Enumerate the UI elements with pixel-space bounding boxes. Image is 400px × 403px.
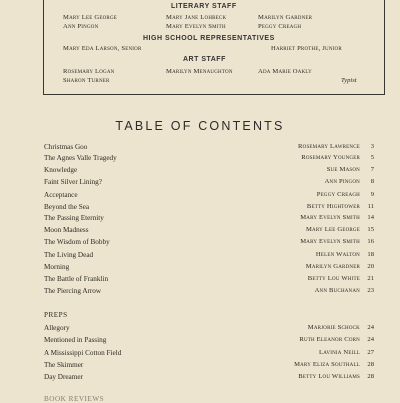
staff-name: Ann Pingon: [63, 23, 99, 30]
entry-author: Marilyn Gardner: [305, 263, 360, 270]
literary-staff-heading: LITERARY STAFF: [171, 3, 237, 10]
entry-title: Moon Madness: [44, 226, 89, 234]
toc-entry: [44, 191, 374, 203]
toc-title: [0, 119, 400, 133]
entry-author: Helen Walton: [315, 251, 360, 258]
staff-name: Marilyn Menaughton: [166, 68, 233, 75]
art-staff-heading: ART STAFF: [183, 56, 226, 63]
entry-page: 28: [367, 373, 374, 380]
entry-title: Allegory: [44, 324, 70, 332]
entry-title: Beyond the Sea: [44, 203, 90, 211]
entry-page: 21: [367, 275, 374, 282]
entry-title: The Wisdom of Bobby: [44, 238, 110, 246]
entry-page: 8: [370, 178, 374, 185]
entry-title: Acceptance: [44, 191, 78, 199]
entry-author: Betty Lou Williams: [298, 373, 360, 380]
entry-title: The Living Dead: [44, 251, 94, 259]
entry-page: 15: [367, 226, 374, 233]
typist-label: Typist: [341, 77, 357, 84]
toc-entry: [44, 349, 374, 361]
preps-heading: PREPS: [44, 311, 68, 319]
entry-title: The Battle of Franklin: [44, 275, 109, 283]
staff-name: Ada Marie Oakly: [258, 68, 312, 75]
entry-author: Mary Eliza Southall: [294, 361, 360, 368]
entry-author: Rosemary Younger: [301, 154, 360, 161]
entry-page: 7: [370, 166, 374, 173]
entry-author: Mary Evelyn Smith: [300, 214, 360, 221]
entry-author: Ruth Eleanor Corn: [299, 336, 360, 343]
staff-name: Mary Eda Larson, Senior: [63, 45, 142, 52]
entry-page: 28: [367, 361, 374, 368]
entry-page: 20: [367, 263, 374, 270]
entry-page: 27: [367, 349, 374, 356]
toc-entry: [44, 336, 374, 348]
entry-author: Rosemary Lawrence: [298, 143, 360, 150]
toc-entry: [44, 324, 374, 336]
entry-page: 9: [370, 191, 374, 198]
toc-entry: [44, 166, 374, 178]
entry-author: Lavinia Neill: [319, 349, 360, 356]
entry-author: Peggy Creagh: [316, 191, 360, 198]
entry-author: Betty Lou White: [307, 275, 360, 282]
staff-name: Mary Evelyn Smith: [166, 23, 226, 30]
toc-entry: [44, 263, 374, 275]
entry-title: Christmas Goo: [44, 143, 88, 151]
entry-title: Day Dreamer: [44, 373, 83, 381]
entry-author: Mary Evelyn Smith: [300, 238, 360, 245]
toc-entry: [44, 214, 374, 226]
entry-page: 18: [367, 251, 374, 258]
toc-entry: [44, 361, 374, 373]
hs-reps-heading: HIGH SCHOOL REPRESENTATIVES: [143, 35, 275, 42]
entry-title: The Passing Eternity: [44, 214, 104, 222]
entry-author: Sue Mason: [326, 166, 360, 173]
entry-title: Faint Silver Lining?: [44, 178, 102, 186]
entry-title: Morning: [44, 263, 70, 271]
toc-entry: [44, 226, 374, 238]
staff-name: Mary Jane Lohbeck: [166, 14, 227, 21]
toc-entry: [44, 373, 374, 385]
entry-title: The Agnes Valle Tragedy: [44, 154, 117, 162]
toc-entry: [44, 287, 374, 299]
staff-name: Mary Lee George: [63, 14, 118, 21]
toc-entry: [44, 178, 374, 190]
staff-name: Marilyn Gardner: [258, 14, 313, 21]
entry-author: Marjorie Schock: [307, 324, 360, 331]
entry-page: 14: [367, 214, 374, 221]
toc-title-text: TABLE OF CONTENTS: [115, 119, 285, 133]
entry-title: Knowledge: [44, 166, 78, 174]
entry-page: 3: [370, 143, 374, 150]
book-reviews-heading: BOOK REVIEWS: [44, 395, 105, 403]
entry-title: Mentioned in Passing: [44, 336, 107, 344]
entry-title: The Skimmer: [44, 361, 84, 369]
entry-author: Ann Pingon: [324, 178, 360, 185]
toc-entry: [44, 251, 374, 263]
entry-page: 24: [367, 336, 374, 343]
toc-entry: [44, 238, 374, 250]
entry-author: Betty Hightower: [306, 203, 360, 210]
toc-entry: [44, 275, 374, 287]
entry-page: 16: [367, 238, 374, 245]
staff-name: Rosemary Logan: [63, 68, 115, 75]
staff-name: Harriet Prothe, Junior: [271, 45, 342, 52]
entry-page: 24: [367, 324, 374, 331]
staff-name: Sharon Turner: [63, 77, 110, 84]
entry-page: 5: [370, 154, 374, 161]
entry-author: Ann Buchanan: [314, 287, 360, 294]
entry-page: 23: [367, 287, 374, 294]
toc-entry: [44, 154, 374, 166]
entry-author: Mary Lee George: [305, 226, 360, 233]
entry-title: The Piercing Arrow: [44, 287, 102, 295]
staff-name: Peggy Creagh: [258, 23, 302, 30]
entry-page: 11: [367, 203, 374, 210]
entry-title: A Mississippi Cotton Field: [44, 349, 122, 357]
